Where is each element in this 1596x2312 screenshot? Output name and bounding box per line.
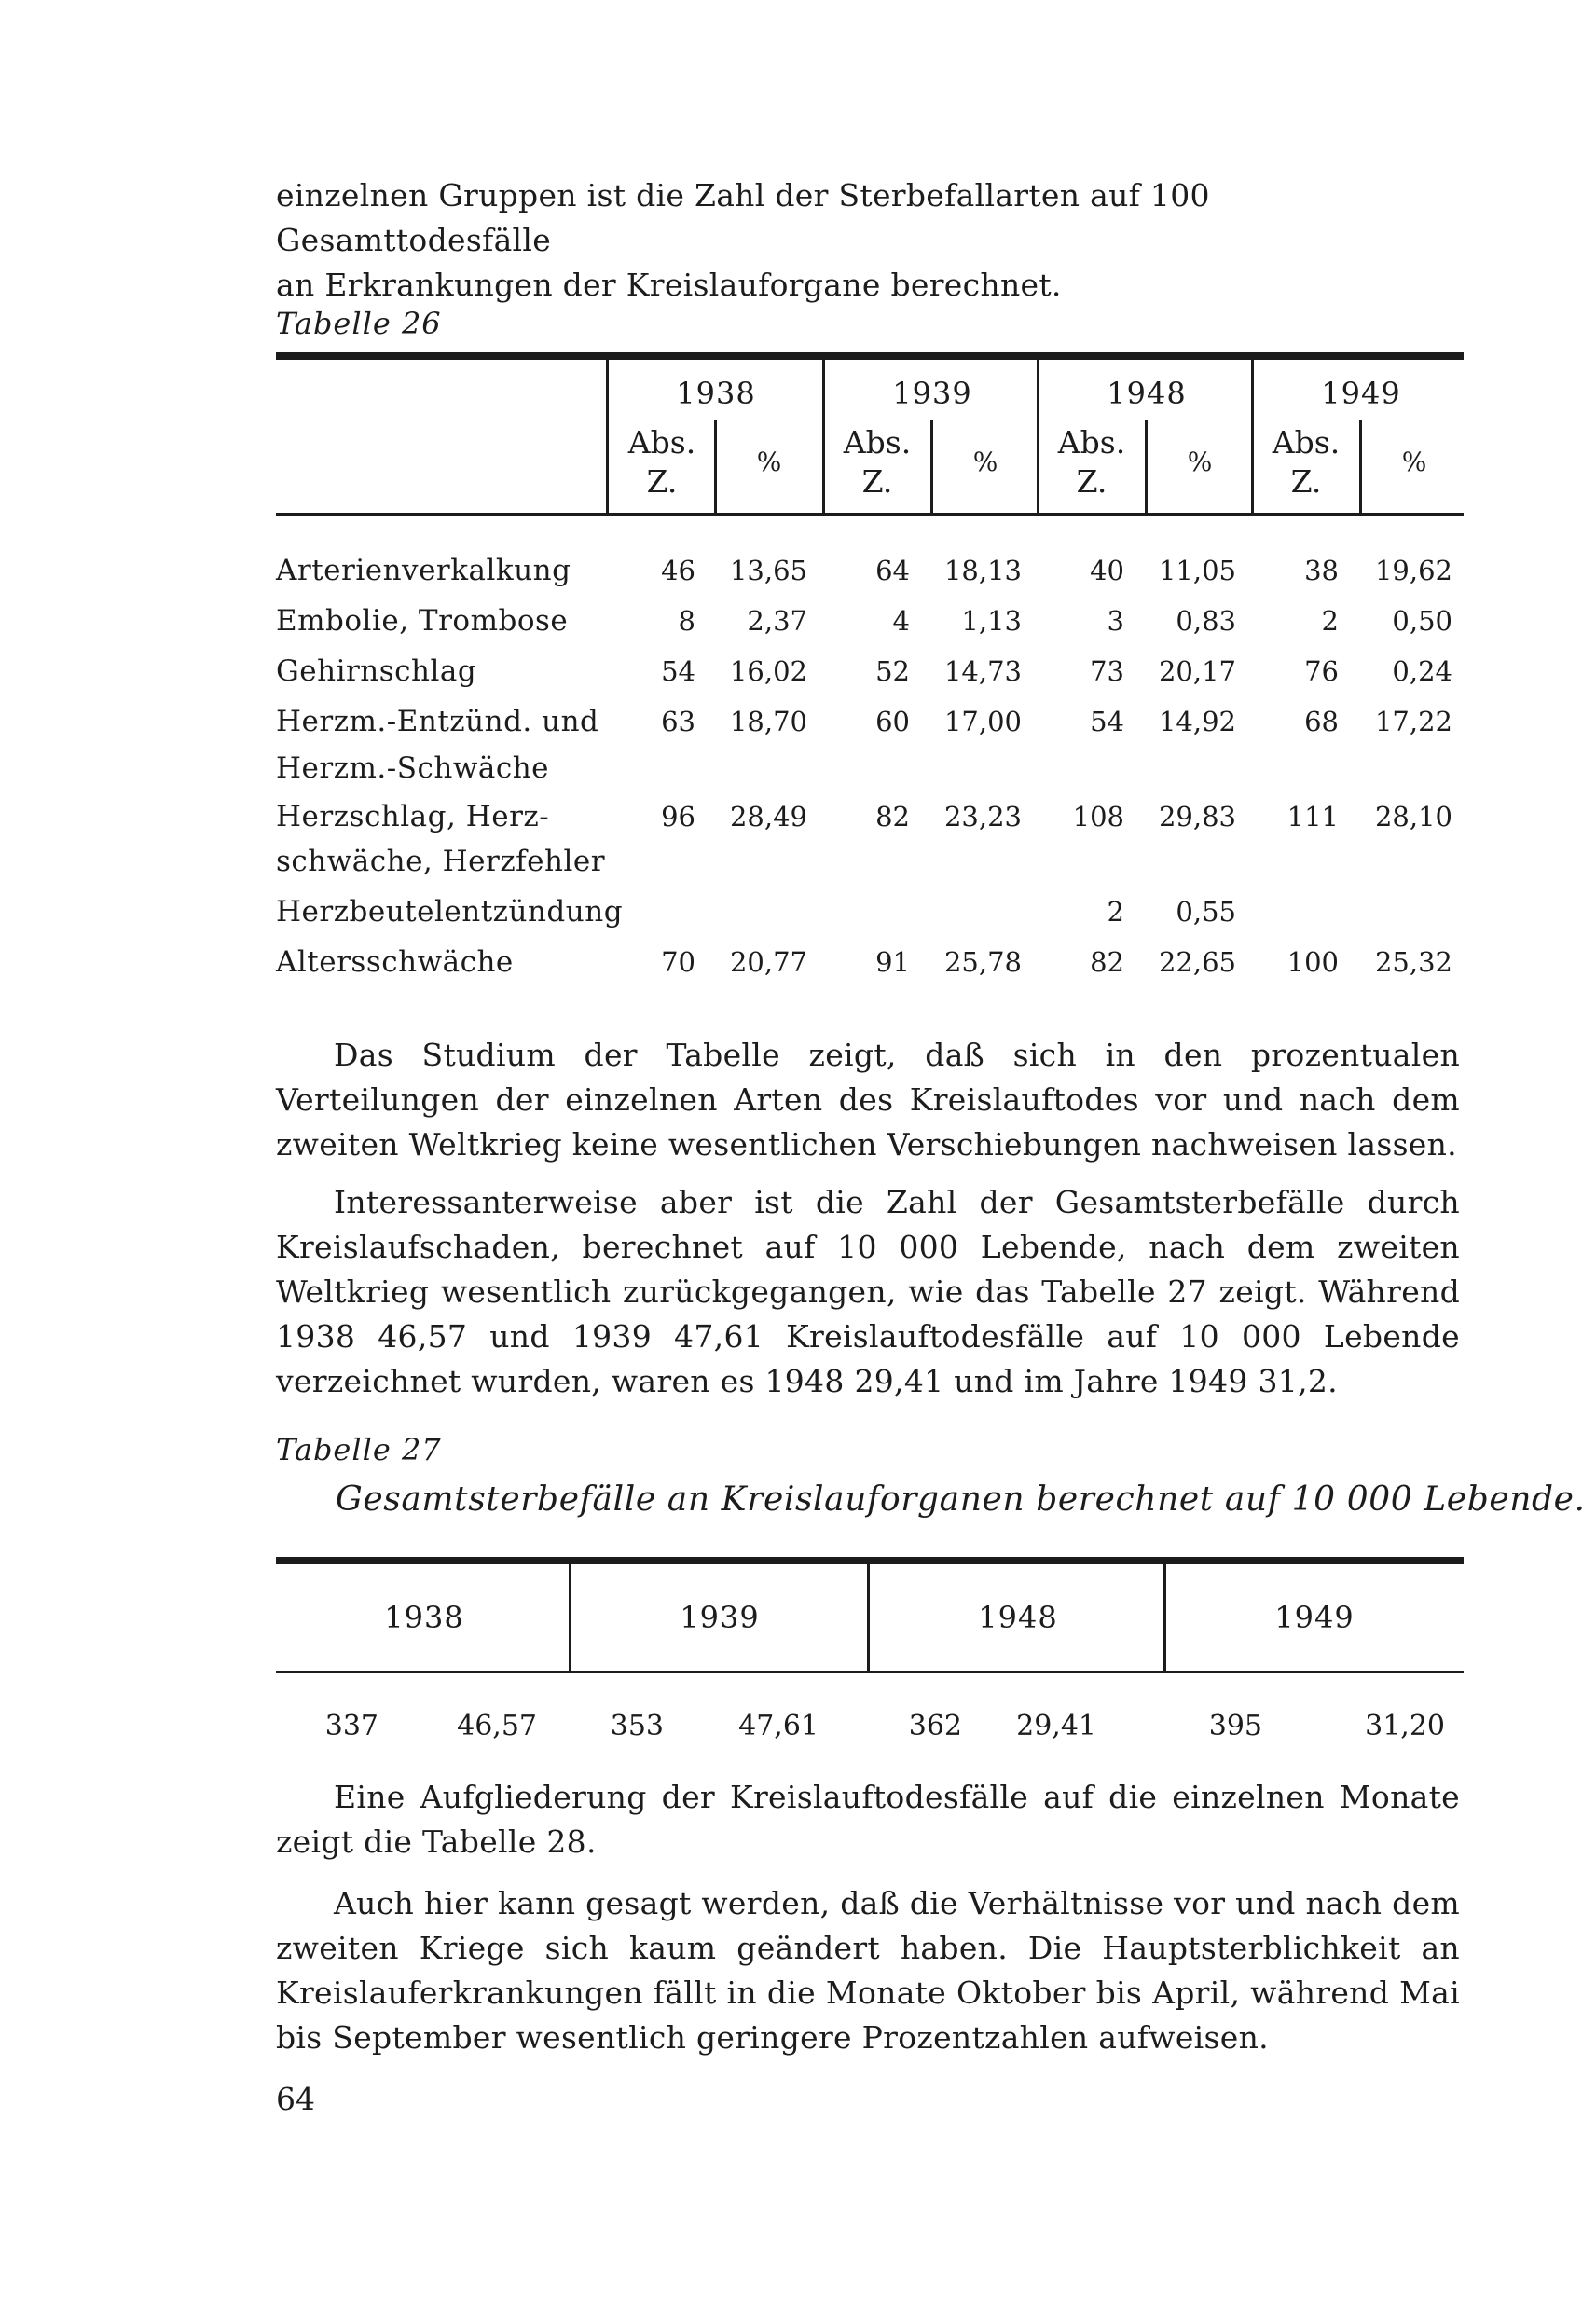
table-subdivider	[714, 420, 717, 513]
year-header-1939: 1939	[680, 1600, 760, 1635]
cell-value: 64	[875, 555, 910, 586]
cell-value: 31,20	[1365, 1710, 1445, 1742]
year-header-1949: 1949	[1321, 376, 1401, 411]
cell-value: 20,77	[729, 946, 807, 978]
table-subdivider	[930, 420, 933, 513]
cell-value: 38	[1304, 555, 1339, 586]
abs-z-header	[1255, 423, 1357, 502]
cell-value: 13,65	[729, 555, 807, 586]
cell-value: 63	[661, 706, 695, 737]
cell-value: 91	[875, 946, 910, 978]
cell-value: 395	[1208, 1710, 1262, 1742]
table-rule-top	[276, 1557, 1464, 1564]
row-label: Herzschlag, Herz-	[276, 800, 550, 833]
abs-label: Abs.	[843, 424, 912, 461]
z-label: Z.	[861, 463, 893, 500]
body-paragraphs-1	[276, 1033, 1460, 1404]
cell-value: 23,23	[943, 801, 1022, 833]
cell-value: 0,50	[1392, 605, 1452, 637]
abs-z-header	[611, 423, 713, 502]
percent-header: %	[756, 447, 782, 477]
cell-value: 68	[1304, 706, 1339, 737]
year-header-1948: 1948	[1107, 376, 1187, 411]
cell-value: 52	[875, 655, 910, 687]
cell-value: 337	[324, 1710, 378, 1742]
body-paragraphs-2	[276, 1775, 1460, 2060]
cell-value: 19,62	[1374, 555, 1452, 586]
cell-value: 4	[892, 605, 910, 637]
abs-label: Abs.	[1057, 424, 1126, 461]
abs-label: Abs.	[627, 424, 696, 461]
cell-value: 111	[1286, 801, 1339, 833]
percent-header: %	[1187, 447, 1213, 477]
cell-value: 73	[1090, 655, 1124, 687]
cell-value: 18,70	[729, 706, 807, 737]
cell-value: 82	[875, 801, 910, 833]
table-rule-header	[276, 513, 1464, 516]
cell-value: 100	[1286, 946, 1339, 978]
cell-value: 25,32	[1374, 946, 1452, 978]
year-header-1949: 1949	[1274, 1600, 1355, 1635]
cell-value: 11,05	[1158, 555, 1236, 586]
intro-line-2: an Erkrankungen der Kreislauforgane berechnet.	[276, 267, 1062, 303]
cell-value: 17,22	[1374, 706, 1452, 737]
cell-value: 18,13	[943, 555, 1022, 586]
cell-value: 60	[875, 706, 910, 737]
cell-value: 22,65	[1158, 946, 1236, 978]
abs-label: Abs.	[1272, 424, 1341, 461]
percent-header: %	[972, 447, 998, 477]
cell-value: 14,92	[1158, 706, 1236, 737]
intro-paragraph	[276, 173, 1460, 308]
row-label-continued: Herzm.-Schwäche	[276, 751, 550, 785]
abs-z-header	[1040, 423, 1143, 502]
cell-value: 29,83	[1158, 801, 1236, 833]
row-label: Arterienverkalkung	[276, 554, 571, 587]
cell-value: 82	[1090, 946, 1124, 978]
table-27-caption: Tabelle 27	[276, 1432, 442, 1467]
row-label: Gehirnschlag	[276, 654, 477, 688]
table-subdivider	[1359, 420, 1362, 513]
cell-value: 70	[661, 946, 695, 978]
cell-value: 0,24	[1392, 655, 1452, 687]
cell-value: 40	[1090, 555, 1124, 586]
paragraph: Das Studium der Tabelle zeigt, daß sich in den prozentualen Verteilungen der einzelnen Arten des Kreislauftodes vor und nach dem zweiten Weltkrieg keine wesentlichen Verschiebungen nachweisen lassen.	[276, 1037, 1460, 1163]
cell-value: 54	[661, 655, 695, 687]
z-label: Z.	[1290, 463, 1322, 500]
year-header-1938: 1938	[384, 1600, 464, 1635]
year-header-1939: 1939	[892, 376, 972, 411]
row-label-continued: schwäche, Herzfehler	[276, 845, 606, 878]
cell-value: 25,78	[943, 946, 1022, 978]
year-header-1948: 1948	[978, 1600, 1058, 1635]
cell-value: 20,17	[1158, 655, 1236, 687]
table-26-caption: Tabelle 26	[276, 306, 442, 341]
abs-z-header	[826, 423, 929, 502]
table-27-subcaption: Gesamtsterbefälle an Kreislauforganen berechnet auf 10 000 Lebende.	[336, 1480, 1586, 1519]
cell-value: 3	[1107, 605, 1124, 637]
paragraph: Interessanterweise aber ist die Zahl der Gesamtsterbefälle durch Kreislaufschaden, berechnet auf 10 000 Lebende, nach dem zweiten Weltkrieg wesentlich zurückgegangen, wie das Tabelle 27 zeigt. Während 1938 46,57 und 1939 47,61 Kreislauftodesfälle auf 10 000 Lebende verzeichnet wurden, waren es 1948 29,41 und im Jahre 1949 31,2.	[276, 1184, 1460, 1399]
paragraph: Eine Aufgliederung der Kreislauftodesfälle auf die einzelnen Monate zeigt die Tabelle 28.	[276, 1779, 1460, 1860]
cell-value: 2	[1321, 605, 1339, 637]
cell-value: 46,57	[457, 1710, 537, 1742]
z-label: Z.	[646, 463, 678, 500]
cell-value: 47,61	[738, 1710, 819, 1742]
table-subdivider	[1145, 420, 1148, 513]
cell-value: 28,49	[729, 801, 807, 833]
cell-value: 17,00	[943, 706, 1022, 737]
cell-value: 362	[908, 1710, 962, 1742]
table-rule-top	[276, 352, 1464, 360]
row-label: Herzbeutelentzündung	[276, 895, 624, 929]
page-number: 64	[276, 2081, 315, 2117]
row-label: Embolie, Trombose	[276, 604, 569, 638]
cell-value: 353	[610, 1710, 664, 1742]
z-label: Z.	[1076, 463, 1108, 500]
cell-value: 16,02	[729, 655, 807, 687]
cell-value: 29,41	[1016, 1710, 1096, 1742]
year-header-1938: 1938	[676, 376, 756, 411]
cell-value: 8	[678, 605, 695, 637]
row-label: Herzm.-Entzünd. und	[276, 705, 599, 738]
cell-value: 14,73	[943, 655, 1022, 687]
cell-value: 2	[1107, 896, 1124, 928]
intro-line-1: einzelnen Gruppen ist die Zahl der Sterbefallarten auf 100 Gesamttodesfälle	[276, 177, 1210, 258]
cell-value: 54	[1090, 706, 1124, 737]
cell-value: 2,37	[747, 605, 807, 637]
row-label: Altersschwäche	[276, 945, 514, 979]
paragraph: Auch hier kann gesagt werden, daß die Verhältnisse vor und nach dem zweiten Kriege sich kaum geändert haben. Die Hauptsterblichkeit an Kreislauferkrankungen fällt in die Monate Oktober bis April, während Mai bis September wesentlich geringere Prozentzahlen aufweisen.	[276, 1885, 1460, 2056]
cell-value: 1,13	[961, 605, 1022, 637]
cell-value: 46	[661, 555, 695, 586]
percent-header: %	[1401, 447, 1427, 477]
cell-value: 108	[1072, 801, 1124, 833]
table-rule-header	[276, 1671, 1464, 1673]
cell-value: 0,83	[1176, 605, 1236, 637]
cell-value: 96	[661, 801, 695, 833]
cell-value: 28,10	[1374, 801, 1452, 833]
cell-value: 0,55	[1176, 896, 1236, 928]
cell-value: 76	[1304, 655, 1339, 687]
